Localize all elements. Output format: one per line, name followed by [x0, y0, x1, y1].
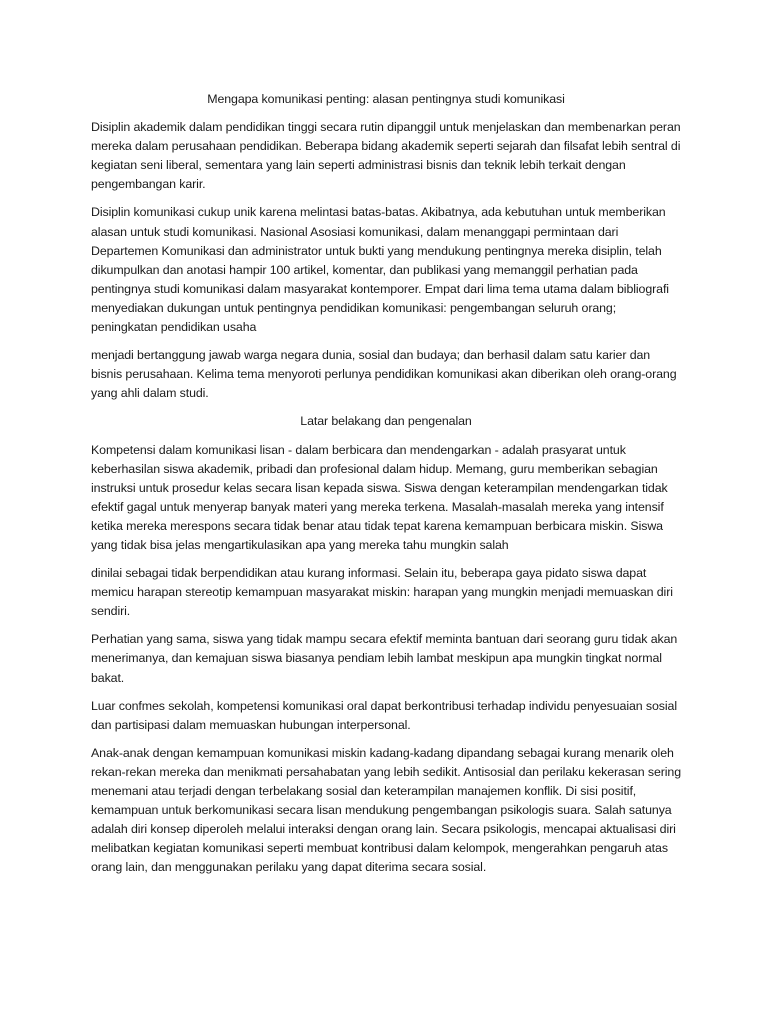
paragraph-8: Anak-anak dengan kemampuan komunikasi miskin kadang-kadang dipandang sebagai kurang menarik oleh rekan-rekan mereka dan menikmati persahabatan yang lebih sedikit. Antisosial dan perilaku kekerasan sering menemani atau terjadi dengan terbelakang sosial dan keterampilan manajemen konflik. Di sisi positif, kemampuan untuk berkomunikasi secara lisan mendukung pengembangan psikologis suara. Salah satunya adalah diri konsep diperoleh melalui interaksi dengan orang lain. Secara psikologis, mencapai aktualisasi diri melibatkan kegiatan komunikasi seperti membuat kontribusi dalam kelompok, mengerahkan pengaruh atas orang lain, dan menggunakan perilaku yang dapat diterima secara sosial. [91, 745, 681, 875]
document-page [91, 90, 681, 886]
paragraph-3: menjadi bertanggung jawab warga negara dunia, sosial dan budaya; dan berhasil dalam satu karier dan bisnis perusahaan. Kelima tema menyoroti perlunya pendidikan komunikasi akan diberikan oleh orang-orang yang ahli dalam studi. [91, 348, 677, 401]
document-title: Mengapa komunikasi penting: alasan pentingnya studi komunikasi [207, 92, 565, 106]
paragraph-7: Luar confmes sekolah, kompetensi komunikasi oral dapat berkontribusi terhadap individu penyesuaian sosial dan partisipasi dalam memuaskan hubungan interpersonal. [91, 698, 677, 732]
paragraph-5: dinilai sebagai tidak berpendidikan atau kurang informasi. Selain itu, beberapa gaya pidato siswa dapat memicu harapan stereotip kemampuan masyarakat miskin: harapan yang mungkin menjadi memuaskan diri sendiri. [91, 566, 673, 619]
section-heading: Latar belakang dan pengenalan [300, 414, 472, 429]
paragraph-6: Perhatian yang sama, siswa yang tidak mampu secara efektif meminta bantuan dari seorang guru tidak akan menerimanya, dan kemajuan siswa biasanya pendiam lebih lambat meskipun apa mungkin tingkat normal bakat. [91, 632, 678, 685]
paragraph-4: Kompetensi dalam komunikasi lisan - dalam berbicara dan mendengarkan - adalah prasyarat untuk keberhasilan siswa akademik, pribadi dan profesional dalam hidup. Memang, guru memberikan sebagian instruksi untuk prosedur kelas secara lisan kepada siswa. Siswa dengan keterampilan mendengarkan tidak efektif gagal untuk menyerap banyak materi yang mereka terkena. Masalah-masalah mereka yang intensif ketika mereka merespons secara tidak benar atau tidak tepat karena kemampuan berbicara miskin. Siswa yang tidak bisa jelas mengartikulasikan apa yang mereka tahu mungkin salah [91, 442, 668, 552]
paragraph-2: Disiplin komunikasi cukup unik karena melintasi batas-batas. Akibatnya, ada kebutuhan untuk memberikan alasan untuk studi komunikasi. Nasional Asosiasi komunikasi, dalam menanggapi permintaan dari Departemen Komunikasi dan administrator untuk bukti yang mendukung pentingnya mereka disiplin, telah dikumpulkan dan anotasi hampir 100 artikel, komentar, dan publikasi yang memanggil perhatian pada pentingnya studi komunikasi dalam masyarakat kontemporer. Empat dari lima tema utama dalam bibliografi menyediakan dukungan untuk pentingnya pendidikan komunikasi: pengembangan seluruh orang; peningkatan pendidikan usaha [91, 205, 669, 335]
paragraph-1: Disiplin akademik dalam pendidikan tinggi secara rutin dipanggil untuk menjelaskan dan membenarkan peran mereka dalam perusahaan pendidikan. Beberapa bidang akademik seperti sejarah dan filsafat lebih sentral di kegiatan seni liberal, sementara yang lain seperti administrasi bisnis dan teknik lebih terkait dengan pengembangan karir. [91, 120, 681, 192]
